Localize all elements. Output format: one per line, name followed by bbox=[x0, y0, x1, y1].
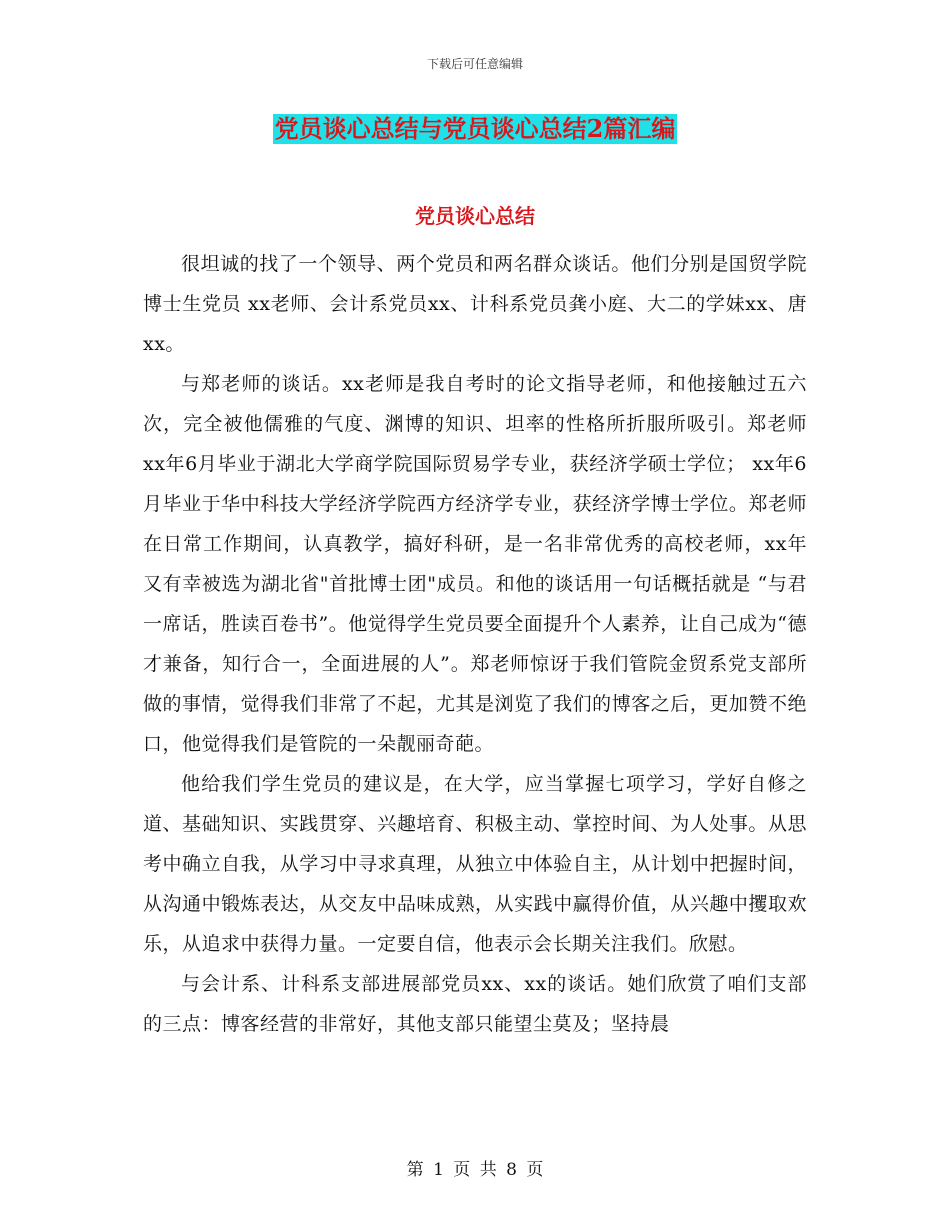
header-note: 下载后可任意编辑 bbox=[426, 57, 523, 71]
section-title: 党员谈心总结 bbox=[415, 204, 535, 228]
paragraph-2: 与郑老师的谈话。xx老师是我自考时的论文指导老师，和他接触过五六次，完全被他儒雅的气度、渊博的知识、坦率的性格所折服所吸引。郑老师xx年6月毕业于湖北大学商学院国际贸易学专业，获经济学硕士学位； xx年6月毕业于华中科技大学经济学院西方经济学专业，获经济学博士学位。郑老师在日常工作期间，认真教学，搞好科研，是一名非常优秀的高校老师，xx年又有幸被选为湖北省"首批博士团"成员。和他的谈话用一句话概括就是 “与君一席话，胜读百卷书”。他觉得学生党员要全面提升个人素养，让自己成为“德才兼备，知行合一，全面进展的人”。郑老师惊讶于我们管院金贸系党支部所做的事情，觉得我们非常了不起，尤其是浏览了我们的博客之后，更加赞不绝口，他觉得我们是管院的一朵靓丽奇葩。 bbox=[143, 373, 807, 755]
paragraph-3: 他给我们学生党员的建议是，在大学，应当掌握七项学习，学好自修之道、基础知识、实践贯穿、兴趣培育、积极主动、掌控时间、为人处事。从思考中确立自我，从学习中寻求真理，从独立中体验自主，从计划中把握时间，从沟通中锻炼表达，从交友中品味成熟，从实践中赢得价值，从兴趣中攫取欢乐，从追求中获得力量。一定要自信，他表示会长期关注我们。欣慰。 bbox=[143, 773, 807, 955]
paragraph-1: 很坦诚的找了一个领导、两个党员和两名群众谈话。他们分别是国贸学院博士生党员 xx老师、会计系党员xx、计科系党员龚小庭、大二的学妹xx、唐xx。 bbox=[143, 253, 807, 355]
body-text bbox=[143, 244, 807, 1044]
document-title-wrap bbox=[0, 114, 950, 144]
paragraph-4: 与会计系、计科系支部进展部党员xx、xx的谈话。她们欣赏了咱们支部的三点：博客经营的非常好，其他支部只能望尘莫及；坚持晨 bbox=[143, 973, 807, 1035]
page-footer: 第 1 页 共 8 页 bbox=[406, 1160, 544, 1180]
document-title: 党员谈心总结与党员谈心总结2篇汇编 bbox=[274, 114, 676, 143]
